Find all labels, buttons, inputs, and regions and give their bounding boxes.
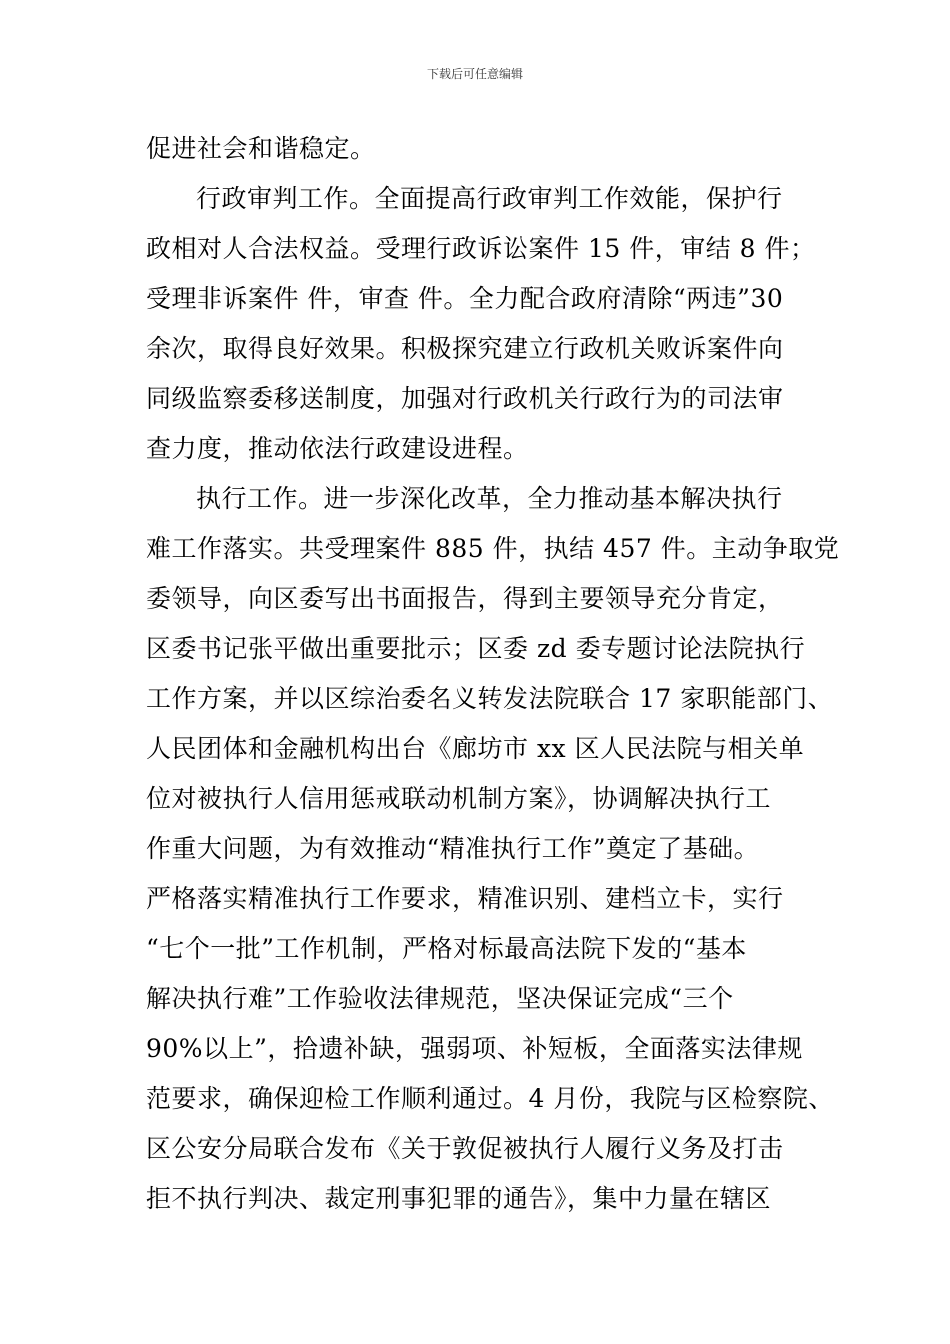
text-line-10: 委领导，向区委写出书面报告，得到主要领导充分肯定， (146, 584, 784, 613)
text-line-1: 促进社会和谐稳定。 (146, 134, 376, 163)
text-line-20: 范要求，确保迎检工作顺利通过。4 月份，我院与区检察院、 (146, 1084, 834, 1113)
text-line-16: 严格落实精准执行工作要求，精准识别、建档立卡，实行 (146, 884, 784, 913)
text-line-3: 政相对人合法权益。受理行政诉讼案件 15 件，审结 8 件； (146, 234, 816, 263)
text-line-11: 区委书记张平做出重要批示；区委 zd 委专题讨论法院执行 (146, 634, 806, 663)
text-line-2: 行政审判工作。全面提高行政审判工作效能，保护行 (196, 184, 783, 213)
text-line-17: “七个一批”工作机制，严格对标最高法院下发的“基本 (146, 934, 747, 963)
text-line-7: 查力度，推动依法行政建设进程。 (146, 434, 529, 463)
text-line-21: 区公安分局联合发布《关于敦促被执行人履行义务及打击 (146, 1134, 784, 1163)
text-line-13: 人民团体和金融机构出台《廊坊市 xx 区人民法院与相关单 (146, 734, 805, 763)
text-line-22: 拒不执行判决、裁定刑事犯罪的通告》，集中力量在辖区 (146, 1184, 772, 1213)
page-header: 下载后可任意编辑 (426, 67, 523, 81)
text-line-12: 工作方案，并以区综治委名义转发法院联合 17 家职能部门、 (146, 684, 834, 713)
text-line-18: 解决执行难”工作验收法律规范，坚决保证完成“三个 (146, 984, 734, 1013)
text-line-5: 余次，取得良好效果。积极探究建立行政机关败诉案件向 (146, 334, 784, 363)
text-line-19: 90%以上”，拾遗补缺，强弱项、补短板，全面落实法律规 (146, 1034, 803, 1063)
text-line-8: 执行工作。进一步深化改革，全力推动基本解决执行 (196, 484, 783, 513)
text-line-6: 同级监察委移送制度，加强对行政机关行政行为的司法审 (146, 384, 784, 413)
text-line-15: 作重大问题，为有效推动“精准执行工作”奠定了基础。 (146, 834, 760, 863)
text-line-14: 位对被执行人信用惩戒联动机制方案》，协调解决执行工 (146, 784, 772, 813)
text-line-4: 受理非诉案件 件，审查 件。全力配合政府清除“两违”30 (146, 284, 784, 313)
text-line-9: 难工作落实。共受理案件 885 件，执结 457 件。主动争取党 (146, 534, 840, 563)
